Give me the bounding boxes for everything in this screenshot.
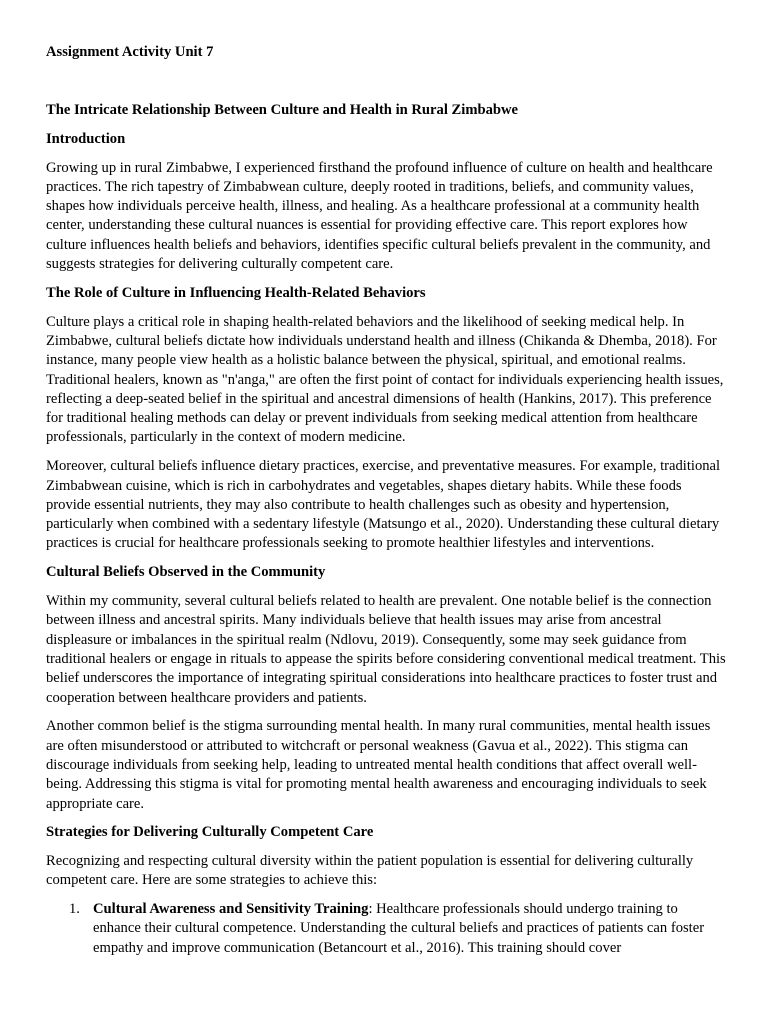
section-heading-role-of-culture: The Role of Culture in Influencing Health-Related Behaviors: [46, 284, 426, 301]
list-item-title: Cultural Awareness and Sensitivity Training: [93, 901, 369, 918]
paragraph: Growing up in rural Zimbabwe, I experienced firsthand the profound influence of culture on health and healthcare practices. The rich tapestry of Zimbabwean culture, deeply rooted in traditions, beliefs, and community values, shapes how individuals perceive health, illness, and healing. As a healthcare professional at a community health center, understanding these cultural nuances is essential for providing effective care. This report explores how culture influences health beliefs and behaviors, identifies specific cultural beliefs prevalent in the community, and suggests strategies for delivering culturally competent care.: [46, 159, 713, 273]
paragraph: Another common belief is the stigma surrounding mental health. In many rural communities, mental health issues are often misunderstood or attributed to witchcraft or personal weakness (Gavua et al., 2022). This stigma can discourage individuals from seeking help, leading to untreated mental health conditions that affect overall well-being. Addressing this stigma is vital for promoting mental health awareness and encouraging individuals to seek appropriate care.: [46, 718, 711, 812]
list-item-text: : Healthcare professionals should undergo training to enhance their cultural competence. Understanding the cultural beliefs and practices of patients can foster empathy and improve communication (Betancourt et al., 2016). This training should cover: [93, 901, 705, 956]
section-heading-introduction: Introduction: [46, 130, 126, 147]
paragraph: Recognizing and respecting cultural diversity within the patient population is essential for delivering culturally competent care. Here are some strategies to achieve this:: [46, 853, 694, 889]
list-item-number: 1.: [69, 901, 80, 918]
strategies-list: [46, 900, 726, 958]
document-title: The Intricate Relationship Between Culture and Health in Rural Zimbabwe: [46, 102, 519, 118]
paragraph: Moreover, cultural beliefs influence dietary practices, exercise, and preventative measures. For example, traditional Zimbabwean cuisine, which is rich in carbohydrates and vegetables, shapes dietary habits. While these foods provide essential nutrients, they may also contribute to health challenges such as obesity and hypertension, particularly when combined with a sedentary lifestyle (Matsungo et al., 2020). Understanding these cultural dietary practices is crucial for healthcare professionals seeking to promote healthier lifestyles and interventions.: [46, 458, 721, 552]
assignment-label: Assignment Activity Unit 7: [46, 44, 214, 60]
list-item: [69, 900, 726, 958]
section-heading-strategies: Strategies for Delivering Culturally Competent Care: [46, 824, 374, 841]
section-heading-cultural-beliefs: Cultural Beliefs Observed in the Community: [46, 564, 326, 581]
document-body: [46, 101, 726, 958]
paragraph: Within my community, several cultural beliefs related to health are prevalent. One notable belief is the connection between illness and ancestral spirits. Many individuals believe that health issues may arise from ancestral displeasure or imbalances in the spiritual realm (Ndlovu, 2019). Consequently, some may seek guidance from traditional healers or engage in rituals to appease the spirits before considering conventional medical treatment. This belief underscores the importance of integrating spiritual considerations into healthcare practices to foster trust and cooperation between healthcare providers and patients.: [46, 593, 726, 706]
paragraph: Culture plays a critical role in shaping health-related behaviors and the likelihood of seeking medical help. In Zimbabwe, cultural beliefs dictate how individuals understand health and illness (Chikanda & Dhemba, 2018). For instance, many people view health as a holistic balance between the physical, spiritual, and emotional realms. Traditional healers, known as "n'anga," are often the first point of contact for individuals experiencing health issues, reflecting a deep-seated belief in the spiritual and ancestral dimensions of health (Hankins, 2017). This preference for traditional healing methods can delay or prevent individuals from seeking medical attention from healthcare professionals, particularly in the context of modern medicine.: [46, 313, 724, 446]
